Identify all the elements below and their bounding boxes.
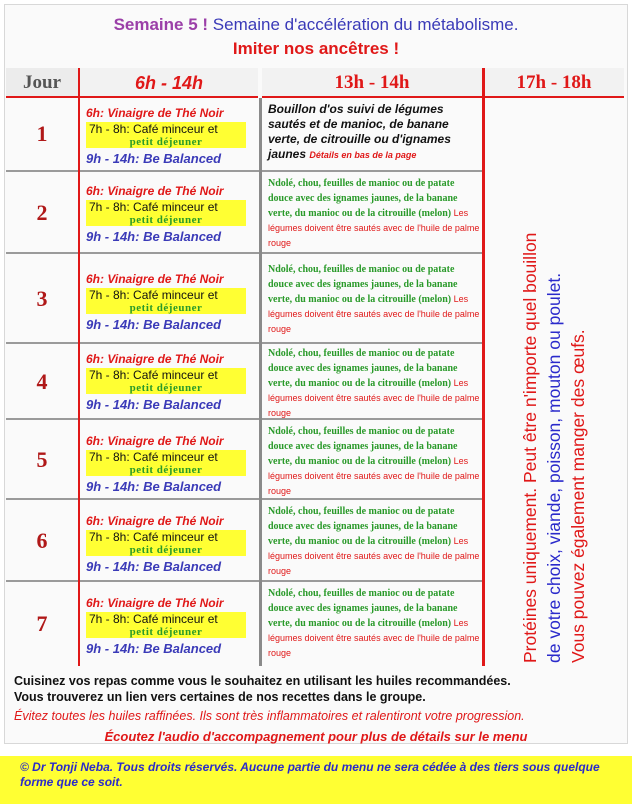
lunch-cell	[268, 424, 480, 499]
vinaigre-text: 6h: Vinaigre de Thé Noir	[86, 514, 224, 528]
footer-line-2: Vous trouverez un lien vers certaines de nos recettes dans le groupe.	[14, 690, 426, 704]
footer-warning: Évitez toutes les huiles raffinées. Ils sont très inflammatoires et ralentiront votre progression.	[14, 709, 525, 723]
evening-line-2: de votre choix, viande, poisson, mouton ou poulet.	[544, 272, 564, 663]
col-header-lunch: 13h - 14h	[262, 68, 482, 98]
lunch-cell	[268, 504, 480, 579]
cafe-highlight	[86, 612, 246, 638]
footer-audio-note: Écoutez l'audio d'accompagnement pour plus de détails sur le menu	[104, 729, 528, 744]
jour-column-divider	[78, 68, 80, 666]
balanced-text: 9h - 14h: Be Balanced	[86, 151, 222, 166]
vinaigre-text: 6h: Vinaigre de Thé Noir	[86, 352, 224, 366]
petit-dejeuner-text: petit déjeuner	[129, 464, 203, 476]
cafe-highlight	[86, 368, 246, 394]
balanced-text: 9h - 14h: Be Balanced	[86, 559, 222, 574]
page-title	[0, 14, 632, 36]
vinaigre-text: 6h: Vinaigre de Thé Noir	[86, 434, 224, 448]
details-note: Détails en bas de la page	[309, 150, 417, 160]
day-number: 5	[36, 447, 48, 472]
ndole-note: Les légumes doivent être sautés avec de l'huile de palme rouge	[268, 536, 480, 576]
balanced-text: 9h - 14h: Be Balanced	[86, 317, 222, 332]
page-subtitle: Imiter nos ancêtres !	[232, 39, 400, 58]
day-number: 6	[36, 528, 48, 553]
cafe-text: 7h - 8h: Café minceur et	[89, 530, 218, 544]
cafe-highlight	[86, 450, 246, 476]
day-number: 2	[36, 200, 48, 225]
petit-dejeuner-text: petit déjeuner	[129, 302, 203, 314]
cafe-text: 7h - 8h: Café minceur et	[89, 368, 218, 382]
ndole-note: Les légumes doivent être sautés avec de l'huile de palme rouge	[268, 456, 480, 496]
vinaigre-text: 6h: Vinaigre de Thé Noir	[86, 272, 224, 286]
cafe-highlight	[86, 200, 246, 226]
day-number: 7	[36, 611, 48, 636]
col-header-morning: 6h - 14h	[80, 68, 258, 98]
evening-rotated-text	[518, 103, 590, 663]
morning-cell	[86, 272, 258, 333]
vinaigre-text: 6h: Vinaigre de Thé Noir	[86, 596, 224, 610]
lunch-cell	[268, 176, 480, 251]
cafe-highlight	[86, 288, 246, 314]
balanced-text: 9h - 14h: Be Balanced	[86, 641, 222, 656]
weekly-menu-table	[6, 68, 626, 666]
footer-instructions	[14, 673, 614, 705]
col-header-jour: Jour	[6, 68, 78, 98]
ndole-text: Ndolé, chou, feuilles de manioc ou de patate douce avec des ignames jaunes, de la banane verte, du manioc ou de la citrouille (melon)	[268, 348, 458, 389]
day-number: 4	[36, 369, 48, 394]
cafe-text: 7h - 8h: Café minceur et	[89, 450, 218, 464]
balanced-text: 9h - 14h: Be Balanced	[86, 397, 222, 412]
ndole-text: Ndolé, chou, feuilles de manioc ou de patate douce avec des ignames jaunes, de la banane verte, du manioc ou de la citrouille (melon)	[268, 264, 458, 305]
lunch-cell	[268, 346, 480, 421]
lunch-text: Bouillon d'os suivi de légumes sautés et de manioc, de banane verte, de citrouille ou d'ignames jaunes	[268, 102, 451, 161]
evening-cell	[484, 100, 624, 666]
copyright-banner	[0, 756, 632, 804]
ndole-text: Ndolé, chou, feuilles de manioc ou de patate douce avec des ignames jaunes, de la banane verte, du manioc ou de la citrouille (melon)	[268, 588, 458, 629]
ndole-note: Les légumes doivent être sautés avec de l'huile de palme rouge	[268, 618, 480, 658]
morning-cell	[86, 434, 258, 495]
col-header-evening: 17h - 18h	[484, 68, 624, 98]
week-title: Semaine d'accélération du métabolisme.	[212, 15, 519, 34]
ndole-text: Ndolé, chou, feuilles de manioc ou de patate douce avec des ignames jaunes, de la banane verte, du manioc ou de la citrouille (melon)	[268, 506, 458, 547]
lunch-column-divider	[259, 98, 262, 666]
evening-line-1: Protéines uniquement. Peut être n'importe quel bouillon	[520, 232, 540, 663]
cafe-text: 7h - 8h: Café minceur et	[89, 288, 218, 302]
evening-line-3: Vous pouvez également manger des œufs.	[568, 329, 588, 663]
lunch-cell	[268, 262, 480, 337]
balanced-text: 9h - 14h: Be Balanced	[86, 229, 222, 244]
petit-dejeuner-text: petit déjeuner	[129, 214, 203, 226]
cafe-text: 7h - 8h: Café minceur et	[89, 122, 218, 136]
copyright-text: © Dr Tonji Neba. Tous droits réservés. Aucune partie du menu ne sera cédée à des tiers sous quelque forme que ce soit.	[20, 760, 600, 789]
petit-dejeuner-text: petit déjeuner	[129, 626, 203, 638]
cafe-highlight	[86, 122, 246, 148]
morning-cell	[86, 184, 258, 245]
ndole-note: Les légumes doivent être sautés avec de l'huile de palme rouge	[268, 208, 480, 248]
morning-cell	[86, 352, 258, 413]
ndole-note: Les légumes doivent être sautés avec de l'huile de palme rouge	[268, 378, 480, 418]
morning-cell	[86, 106, 258, 167]
morning-cell	[86, 514, 258, 575]
petit-dejeuner-text: petit déjeuner	[129, 136, 203, 148]
vinaigre-text: 6h: Vinaigre de Thé Noir	[86, 106, 224, 120]
morning-cell	[86, 596, 258, 657]
day-number: 3	[36, 286, 48, 311]
petit-dejeuner-text: petit déjeuner	[129, 382, 203, 394]
ndole-text: Ndolé, chou, feuilles de manioc ou de patate douce avec des ignames jaunes, de la banane verte, du manioc ou de la citrouille (melon)	[268, 426, 458, 467]
balanced-text: 9h - 14h: Be Balanced	[86, 479, 222, 494]
week-label: Semaine 5 !	[113, 15, 209, 34]
petit-dejeuner-text: petit déjeuner	[129, 544, 203, 556]
footer-line-1: Cuisinez vos repas comme vous le souhaitez en utilisant les huiles recommandées.	[14, 674, 511, 688]
ndole-note: Les légumes doivent être sautés avec de l'huile de palme rouge	[268, 294, 480, 334]
lunch-cell	[268, 102, 480, 163]
cafe-highlight	[86, 530, 246, 556]
cafe-text: 7h - 8h: Café minceur et	[89, 612, 218, 626]
ndole-text: Ndolé, chou, feuilles de manioc ou de patate douce avec des ignames jaunes, de la banane verte, du manioc ou de la citrouille (melon)	[268, 178, 458, 219]
cafe-text: 7h - 8h: Café minceur et	[89, 200, 218, 214]
vinaigre-text: 6h: Vinaigre de Thé Noir	[86, 184, 224, 198]
day-number: 1	[36, 121, 48, 146]
lunch-cell	[268, 586, 480, 661]
